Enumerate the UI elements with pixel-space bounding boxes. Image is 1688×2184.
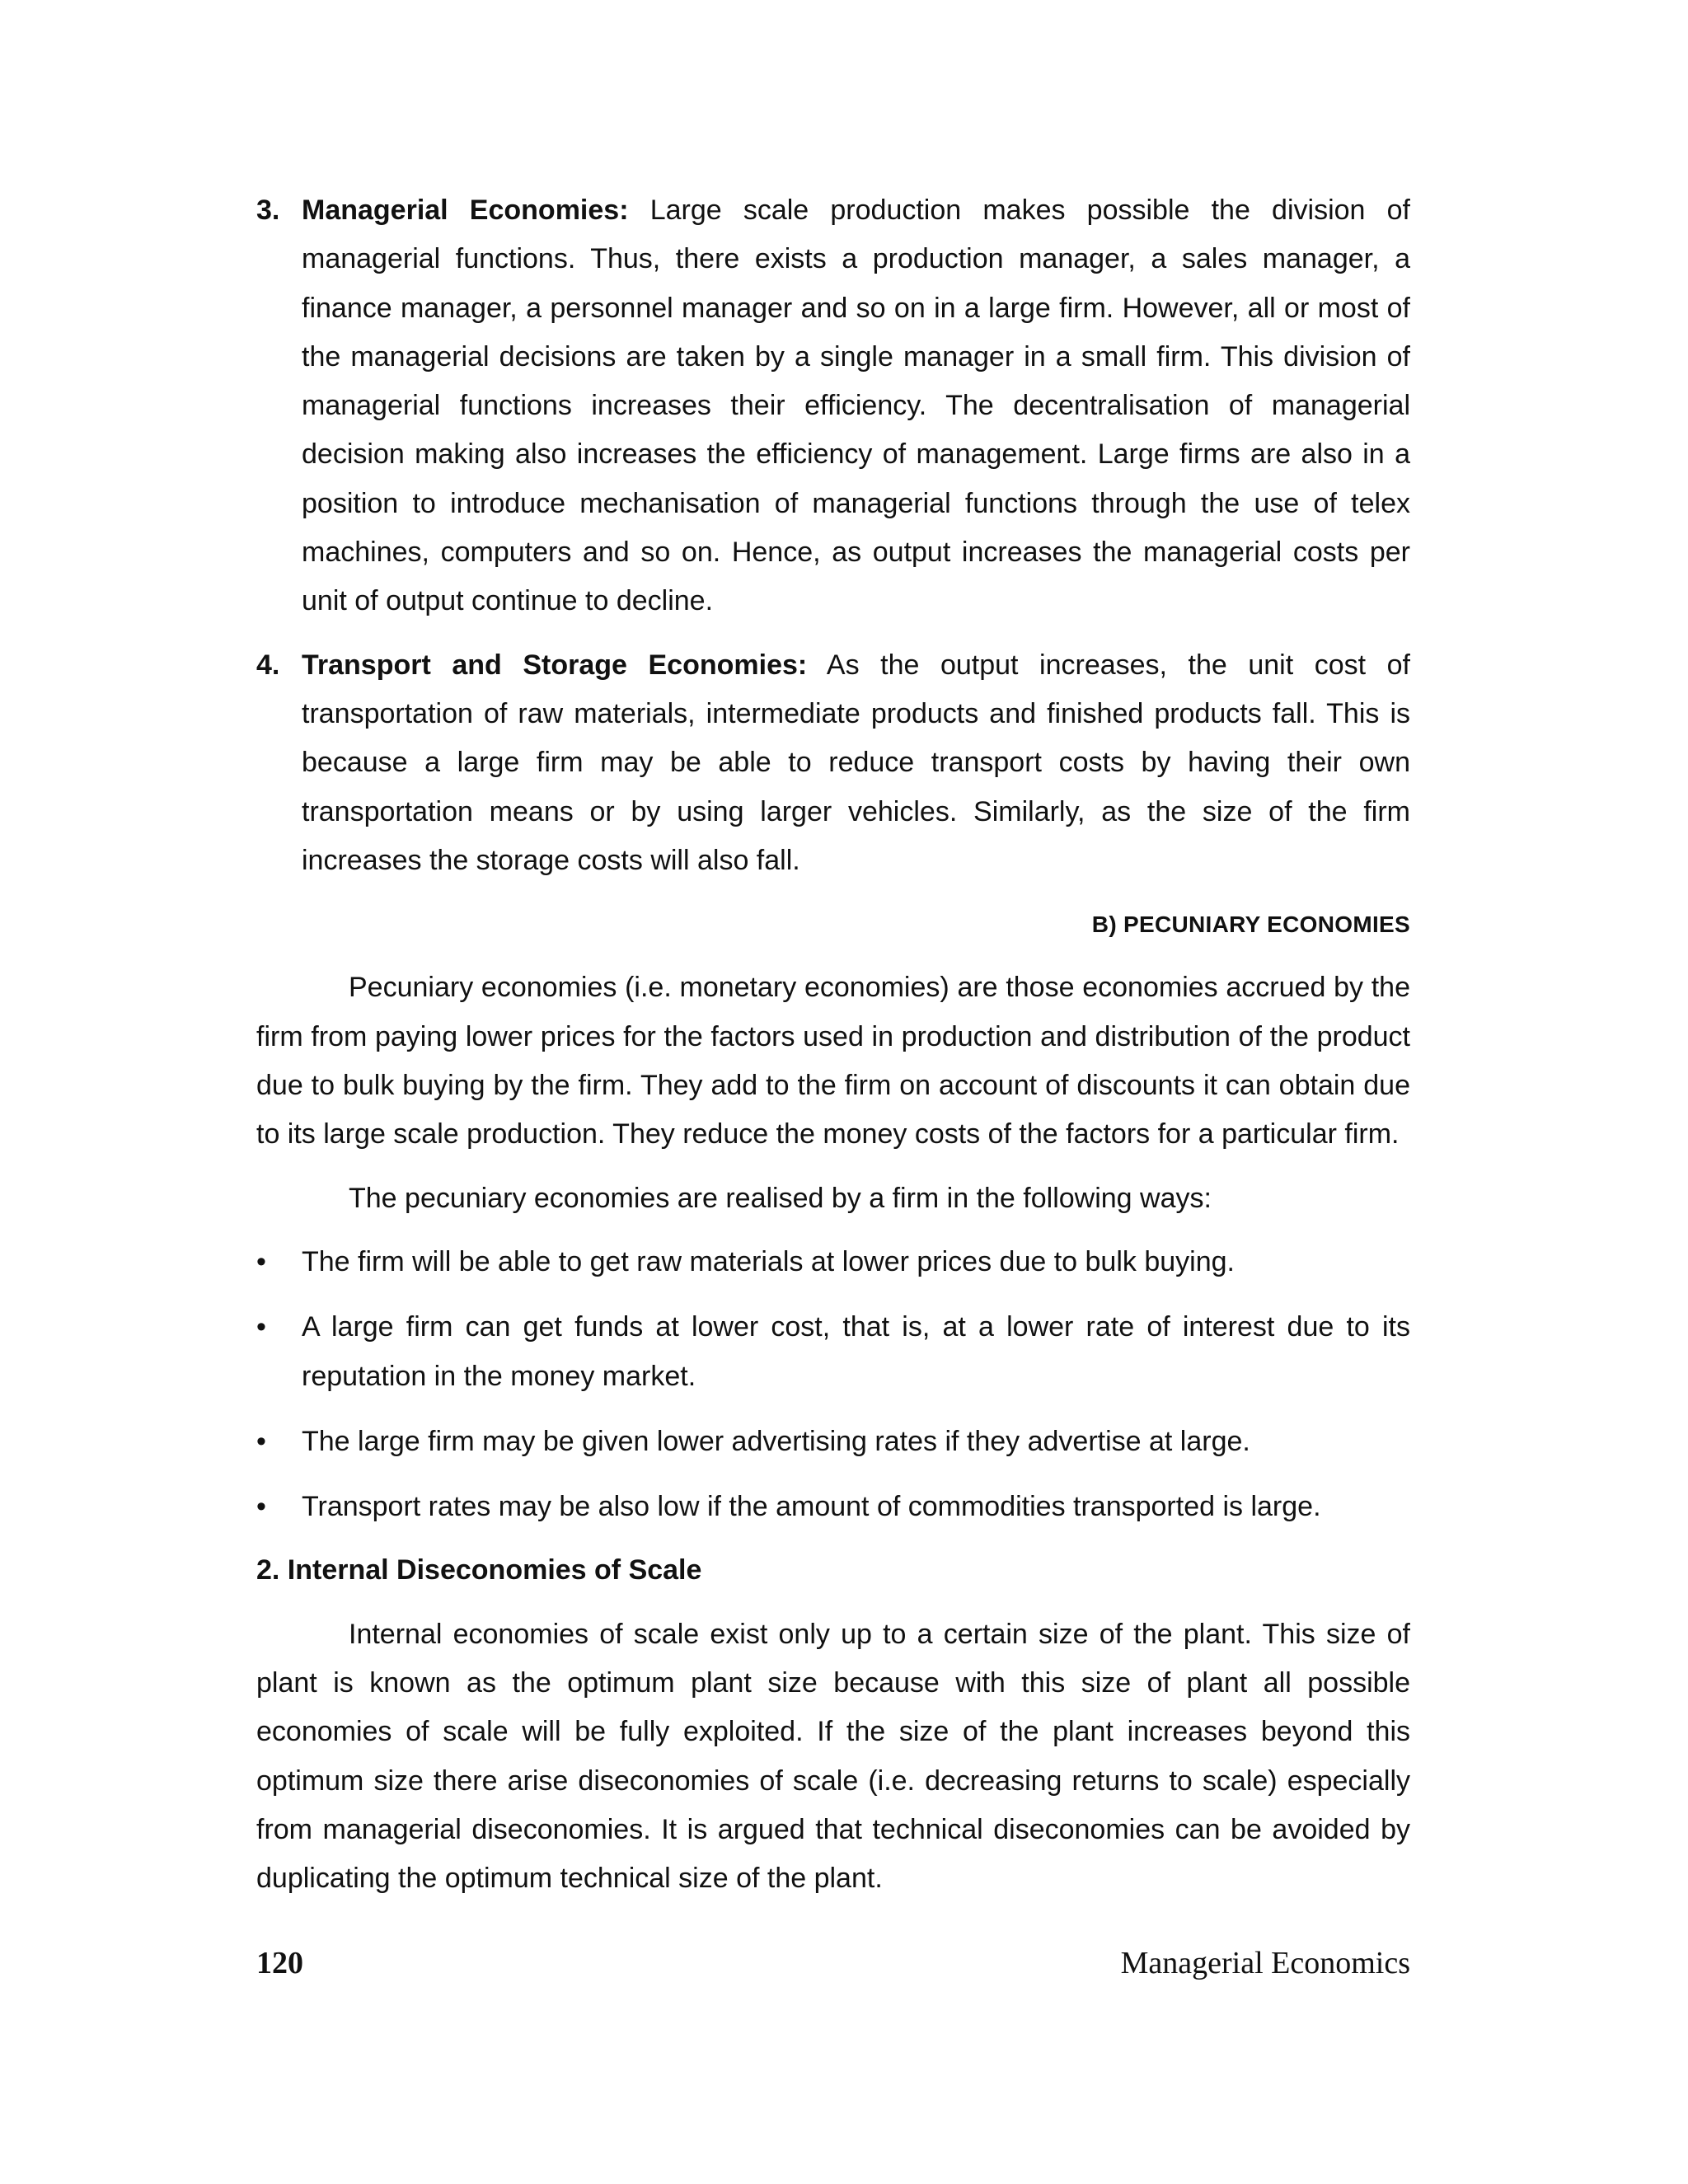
item-number: 4. — [256, 649, 280, 681]
bullet-icon: • — [256, 1245, 266, 1277]
bullet-item — [256, 1238, 1410, 1286]
bullet-icon: • — [256, 1425, 266, 1457]
pecuniary-paragraph: Pecuniary economies (i.e. monetary economies) are those economies accrued by the firm from paying lower prices for the factors used in production and distribution of the product due to bulk buying by the firm. They add to the firm on account of discounts it can obtain due to its large scale production. They reduce the money costs of the factors for a particular firm. — [256, 972, 1410, 1151]
pecuniary-intro: The pecuniary economies are realised by a firm in the following ways: — [349, 1182, 1212, 1214]
bullet-text: A large firm can get funds at lower cost, that is, at a lower rate of interest due to its reputation in the money market. — [302, 1311, 1410, 1392]
list-item-managerial-economies — [256, 186, 1410, 626]
bullet-text: The large firm may be given lower advertising rates if they advertise at large. — [302, 1425, 1250, 1457]
diseconomies-paragraph: Internal economies of scale exist only up to a certain size of the plant. This size of plant is known as the optimum plant size because with this size of plant all possible economies of scale will be fully exploited. If the size of the plant increases beyond this optimum size there arise diseconomies of scale (i.e. decreasing returns to scale) especially from managerial diseconomies. It is argued that technical diseconomies can be avoided by duplicating the optimum technical size of the plant. — [256, 1618, 1410, 1895]
bullet-icon: • — [256, 1311, 266, 1343]
book-title: Managerial Economics — [1120, 1946, 1410, 1980]
item-heading: Managerial Economies: — [302, 194, 629, 226]
item-number: 3. — [256, 194, 280, 226]
page-content — [256, 186, 1410, 1904]
item-text: As the output increases, the unit cost of transportation of raw materials, intermediate products and finished products fall. This is because a large firm may be able to reduce transport costs by having their own transportation means or by using larger vehicles. Similarly, as the size of the firm increases the storage costs will also fall. — [302, 649, 1411, 876]
item-heading: Transport and Storage Economies: — [302, 649, 808, 681]
pecuniary-economies-heading: B) PECUNIARY ECONOMIES — [1091, 912, 1410, 938]
bullet-item — [256, 1303, 1410, 1401]
internal-diseconomies-heading: 2. Internal Diseconomies of Scale — [256, 1554, 702, 1586]
bullet-text: Transport rates may be also low if the amount of commodities transported is large. — [302, 1491, 1321, 1523]
item-text: Large scale production makes possible the division of managerial functions. Thus, there exists a production manager, a sales manager, a finance manager, a personnel manager and so on in a large firm. However, all or most of the managerial decisions are taken by a single manager in a small firm. This division of managerial functions increases their efficiency. The decentralisation of managerial decision making also increases the efficiency of management. Large firms are also in a position to introduce mechanisation of managerial functions through the use of telex machines, computers and so on. Hence, as output increases the managerial costs per unit of output continue to decline. — [302, 194, 1410, 617]
bullet-text: The firm will be able to get raw materials at lower prices due to bulk buying. — [302, 1245, 1235, 1277]
page-number: 120 — [256, 1946, 303, 1980]
list-item-transport-storage-economies — [256, 641, 1410, 885]
bullet-icon: • — [256, 1491, 266, 1523]
bullet-item — [256, 1483, 1410, 1531]
bullet-item — [256, 1418, 1410, 1466]
